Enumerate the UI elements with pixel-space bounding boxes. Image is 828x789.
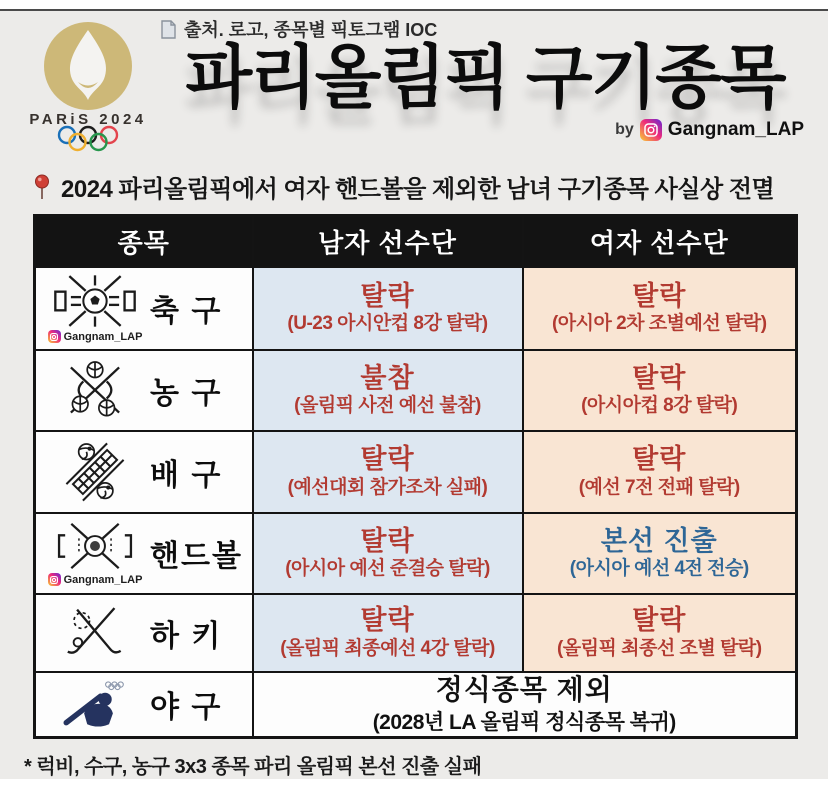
watermark [48,573,143,586]
table-row-soccer [35,267,797,350]
sport-cell-baseball [35,672,253,738]
men-result-cell-volleyball [253,431,523,513]
baseball-icon [60,679,130,729]
result-detail: (U-23 아시안컵 8강 탈락) [287,313,488,335]
logo-wordmark: PARiS 2024 [29,111,147,128]
men-result-cell-hockey [253,594,523,672]
olympic-rings-icon [59,127,117,150]
sport-name: 하 키 [150,619,223,653]
result-detail: (아시아 예선 준결승 탈락) [285,558,490,580]
watermark-text: Gangnam_LAP [63,330,143,343]
result-text: 탈락 [632,362,687,393]
column-header-sport: 종목 [35,216,253,267]
basketball-icon [60,359,130,421]
column-header-men: 남자 선수단 [253,216,523,267]
footnote: * 럭비, 수구, 농구 3x3 종목 파리 올림픽 본선 진출 실패 [24,756,482,779]
sport-name: 야 구 [150,691,223,725]
result-detail: (아시아컵 8강 탈락) [581,395,738,417]
sport-name: 축 구 [150,295,223,328]
result-text: 불참 [360,362,415,393]
subtitle-row [34,169,828,204]
sport-name: 농 구 [150,377,223,410]
merged-result-cell-baseball [253,672,797,738]
sport-name: 배 구 [150,458,223,492]
women-result-cell-handball [523,513,797,594]
result-detail: (예선 7전 전패 탈락) [578,476,740,498]
women-result-cell-soccer [523,267,797,350]
volleyball-icon [60,441,130,503]
women-result-cell-hockey [523,594,797,672]
result-detail: (아시아 예선 4전 전승) [569,558,749,580]
table-row-handball [35,513,797,594]
byline-handle: Gangnam_LAP [667,119,804,141]
men-result-cell-handball [253,513,523,594]
watermark [48,330,143,343]
result-text: 정식종목 제외 [435,673,613,705]
document-icon [160,20,177,39]
source-note-text: 출처. 로고, 종목별 픽토그램 IOC [184,20,438,40]
sport-cell-soccer [35,267,253,350]
hockey-icon [60,603,130,663]
result-text: 탈락 [632,280,687,311]
result-text: 탈락 [360,525,415,556]
women-result-cell-volleyball [523,431,797,513]
men-result-cell-soccer [253,267,523,350]
result-text: 본선 진출 [600,525,718,556]
table-header-row [35,216,797,267]
result-detail: (아시아 2차 조별예선 탈락) [551,313,767,335]
handball-icon [52,520,138,572]
result-detail: (2028년 LA 올림픽 정식종목 복귀) [372,711,676,735]
result-detail: (올림픽 사전 예선 불참) [294,395,481,417]
result-text: 탈락 [360,605,415,636]
sport-cell-volleyball [35,431,253,513]
column-header-women: 여자 선수단 [523,216,797,267]
women-result-cell-basketball [523,350,797,431]
subtitle-text: 2024 파리올림픽에서 여자 핸드볼을 제외한 남녀 구기종목 사실상 전멸 [61,176,775,203]
page-title: 파리올림픽 구기종목 [185,39,785,116]
result-text: 탈락 [360,444,415,475]
result-text: 탈락 [360,280,415,311]
result-text: 탈락 [632,605,687,636]
results-table [33,214,798,739]
instagram-icon [48,573,61,586]
sport-name: 핸드볼 [150,540,243,573]
result-detail: (올림픽 최종선 조별 탈락) [556,637,762,659]
byline-prefix: by [615,121,634,139]
pushpin-icon [34,174,50,200]
table-row-baseball [35,672,797,738]
sport-cell-handball [35,513,253,594]
table-row-volleyball [35,431,797,513]
watermark-text: Gangnam_LAP [63,573,143,586]
header-right [156,12,814,156]
table-row-hockey [35,594,797,672]
result-detail: (올림픽 최종예선 4강 탈락) [280,637,495,659]
result-detail: (예선대회 참가조차 실패) [287,476,488,498]
sport-cell-basketball [35,350,253,431]
result-text: 탈락 [632,444,687,475]
soccer-icon [52,273,138,329]
instagram-icon [640,119,662,141]
men-result-cell-basketball [253,350,523,431]
sport-cell-hockey [35,594,253,672]
table-row-basketball [35,350,797,431]
paris-2024-logo [24,12,156,156]
paris-2024-logo-graphic [24,18,152,156]
byline [156,119,804,141]
instagram-icon [48,330,61,343]
header [0,0,828,156]
